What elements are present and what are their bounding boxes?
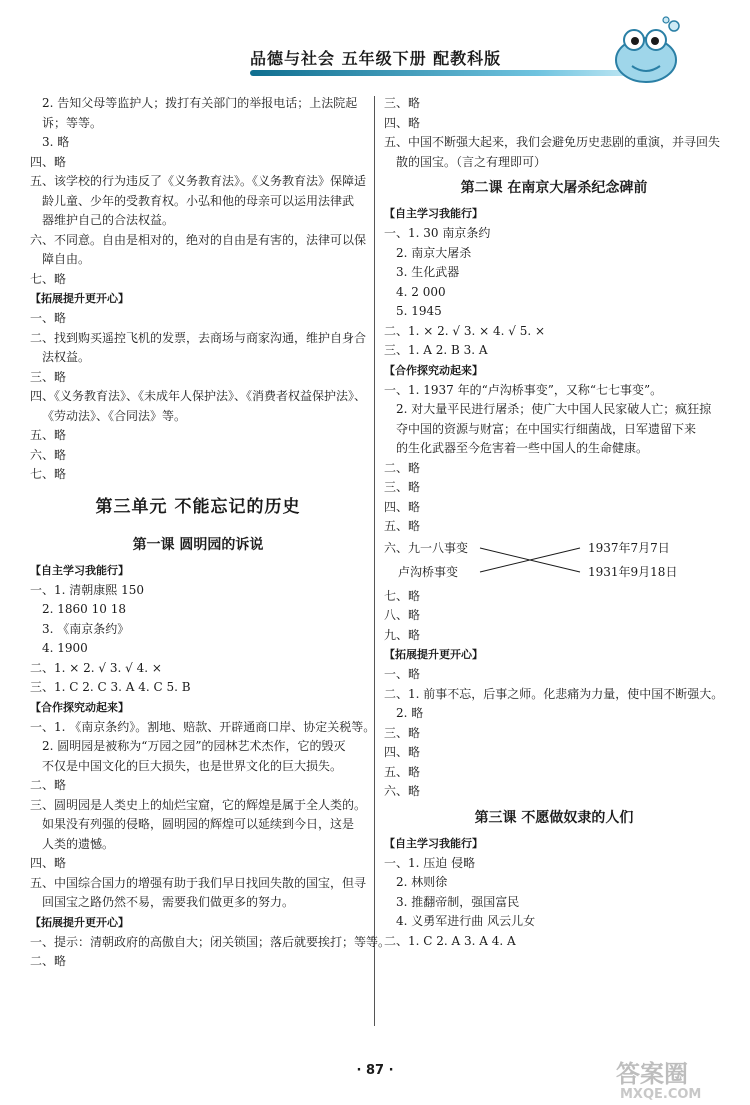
matching-prefix: 六、 — [384, 540, 409, 555]
answer-line: 2. 略 — [396, 706, 424, 720]
answer-line: 诉；等等。 — [42, 115, 103, 130]
lesson-title: 第三课 不愿做奴隶的人们 — [474, 809, 634, 826]
match-right-2: 1931年9月18日 — [588, 564, 678, 579]
page-header — [0, 0, 750, 92]
matching-exercise — [384, 537, 724, 587]
answer-line: 七、略 — [30, 271, 67, 286]
answer-line: 六、略 — [384, 784, 421, 798]
answer-line: 三、略 — [384, 96, 421, 110]
answer-line: 六、不同意。自由是相对的，绝对的自由是有害的，法律可以保 — [30, 232, 367, 247]
answer-line: 九、略 — [384, 627, 421, 642]
match-left-2: 卢沟桥事变 — [398, 564, 459, 579]
answer-line: 四、略 — [384, 745, 421, 759]
answer-line: 五、中国不断强大起来，我们会避免历史悲剧的重演，并寻回失 — [384, 135, 721, 149]
answer-line: 七、略 — [30, 467, 67, 481]
section-heading: 【合作探究动起来】 — [384, 363, 483, 377]
answer-line: 2. 南京大屠杀 — [396, 245, 472, 260]
answer-line: 三、略 — [384, 725, 421, 740]
answer-line: 三、圆明园是人类史上的灿烂宝窟，它的辉煌是属于全人类的。 — [30, 797, 367, 812]
answer-line: 回国宝之路仍然不易，需要我们做更多的努力。 — [42, 895, 295, 909]
section-heading: 【自主学习我能行】 — [384, 207, 483, 220]
unit-title: 第三单元 不能忘记的历史 — [95, 496, 301, 517]
match-right-1: 1937年7月7日 — [588, 540, 670, 555]
answer-line: 四、略 — [384, 115, 421, 130]
answer-line: 一、1. 压迫 侵略 — [384, 855, 476, 870]
section-heading: 【自主学习我能行】 — [30, 563, 129, 577]
answer-line: 一、略 — [384, 667, 421, 681]
answer-line: 散的国宝。（言之有理即可） — [396, 154, 547, 169]
section-heading: 【自主学习我能行】 — [384, 836, 483, 850]
answer-line: 二、1. × 2. √ 3. × 4. √ 5. × — [384, 323, 546, 338]
svg-text:MXQE.COM: MXQE.COM — [620, 1087, 702, 1102]
answer-line: 2. 告知父母等监护人；拨打有关部门的举报电话；上法院起 — [42, 96, 358, 110]
page-number: · 87 · — [356, 1063, 394, 1078]
right-column — [384, 94, 724, 951]
answer-line: 四、略 — [30, 154, 67, 169]
answer-line: 3. 略 — [42, 135, 70, 149]
answer-line: 2. 林则徐 — [396, 875, 448, 889]
answer-line: 二、略 — [30, 778, 67, 792]
answer-line: 5. 1945 — [396, 304, 442, 318]
answer-line: 3. 生化武器 — [396, 265, 460, 279]
answer-line: 五、略 — [384, 519, 421, 533]
frog-mascot-icon — [606, 14, 684, 86]
answer-line: 五、中国综合国力的增强有助于我们早日找回失散的国宝，但寻 — [30, 875, 367, 890]
answer-line: 法权益。 — [42, 350, 91, 364]
answer-line: 不仅是中国文化的巨大损失，也是世界文化的巨大损失。 — [42, 758, 343, 773]
answer-line: 四、略 — [384, 499, 421, 514]
answer-line: 五、略 — [384, 764, 421, 779]
left-column — [30, 94, 391, 972]
answer-line: 2. 1860 10 18 — [42, 602, 126, 616]
answer-line: 八、略 — [384, 608, 421, 622]
match-left-1: 九一八事变 — [408, 540, 469, 555]
answer-line: 3. 推翻帝制，强国富民 — [396, 894, 520, 909]
answer-line: 二、略 — [30, 954, 67, 968]
answer-line: 五、该学校的行为违反了《义务教育法》。《义务教育法》保障适 — [30, 174, 367, 188]
header-title: 品德与社会 五年级下册 配教科版 — [250, 49, 502, 68]
answer-line: 如果没有列强的侵略，圆明园的辉煌可以延续到今日，这是 — [42, 817, 355, 831]
answer-line: 夺中国的资源与财富；在中国实行细菌战，日军遗留下来 — [396, 421, 697, 436]
section-heading: 【合作探究动起来】 — [30, 700, 129, 714]
right-column-top — [384, 94, 724, 537]
svg-text:答案圈: 答案圈 — [616, 1060, 688, 1088]
answer-line: 器维护自己的合法权益。 — [42, 213, 175, 227]
section-heading: 【拓展提升更开心】 — [384, 648, 483, 661]
answer-line: 龄儿童、少年的受教育权。小弘和他的母亲可以运用法律武 — [42, 193, 355, 208]
answer-line: 三、略 — [384, 480, 421, 494]
lesson-title: 第二课 在南京大屠杀纪念碑前 — [460, 180, 648, 196]
lesson-title: 第一课 圆明园的诉说 — [132, 536, 264, 553]
answer-line: 4. 2 000 — [396, 284, 446, 299]
answer-line: 三、1. A 2. B 3. A — [384, 343, 488, 357]
answer-line: 二、略 — [384, 460, 421, 475]
answer-line: 《劳动法》、《合同法》等。 — [42, 408, 187, 423]
answer-line: 一、1. 清朝康熙 150 — [30, 582, 144, 597]
answer-line: 一、1. 30 南京条约 — [384, 226, 491, 240]
answer-line: 三、1. C 2. C 3. A 4. C 5. B — [30, 680, 191, 694]
answer-line: 二、1. C 2. A 3. A 4. A — [384, 933, 516, 948]
answer-line: 障自由。 — [42, 252, 91, 266]
answer-line: 2. 对大量平民进行屠杀；使广大中国人民家破人亡；疯狂掠 — [396, 402, 712, 416]
section-heading: 【拓展提升更开心】 — [30, 292, 129, 305]
answer-line: 六、略 — [30, 447, 67, 462]
answer-line: 人类的遗憾。 — [42, 836, 115, 851]
answer-line: 一、1. 《南京条约》。割地、赔款、开辟通商口岸、协定关税等。 — [30, 719, 376, 734]
answer-line: 4. 1900 — [42, 641, 88, 655]
answer-line: 二、1. × 2. √ 3. √ 4. × — [30, 660, 162, 675]
answer-line: 二、1. 前事不忘，后事之师。化悲痛为力量，使中国不断强大。 — [384, 686, 724, 701]
answer-line: 一、1. 1937 年的“卢沟桥事变”，又称“七七事变”。 — [384, 382, 663, 397]
header-decor-bar — [250, 70, 660, 76]
answer-line: 四、略 — [30, 856, 67, 870]
answer-line: 四、《义务教育法》、《未成年人保护法》、《消费者权益保护法》、 — [30, 389, 367, 403]
answer-line: 三、略 — [30, 369, 67, 384]
watermark-logo-icon — [612, 1056, 742, 1102]
answer-line: 3. 《南京条约》 — [42, 621, 130, 636]
answer-line: 2. 圆明园是被称为“万园之园”的园林艺术杰作，它的毁灭 — [42, 739, 346, 753]
answer-line: 五、略 — [30, 428, 67, 442]
answer-line: 的生化武器至今危害着一些中国人的生命健康。 — [396, 441, 649, 455]
column-divider — [374, 96, 375, 1026]
answer-line: 七、略 — [384, 588, 421, 603]
answer-line: 一、略 — [30, 311, 67, 325]
section-heading: 【拓展提升更开心】 — [30, 915, 129, 929]
answer-line: 一、提示：清朝政府的高傲自大；闭关锁国；落后就要挨打；等等。 — [30, 934, 391, 949]
answer-line: 二、找到购买遥控飞机的发票，去商场与商家沟通，维护自身合 — [30, 330, 367, 345]
right-column-bottom — [384, 587, 724, 952]
answer-line: 4. 义勇军进行曲 风云儿女 — [396, 914, 536, 928]
